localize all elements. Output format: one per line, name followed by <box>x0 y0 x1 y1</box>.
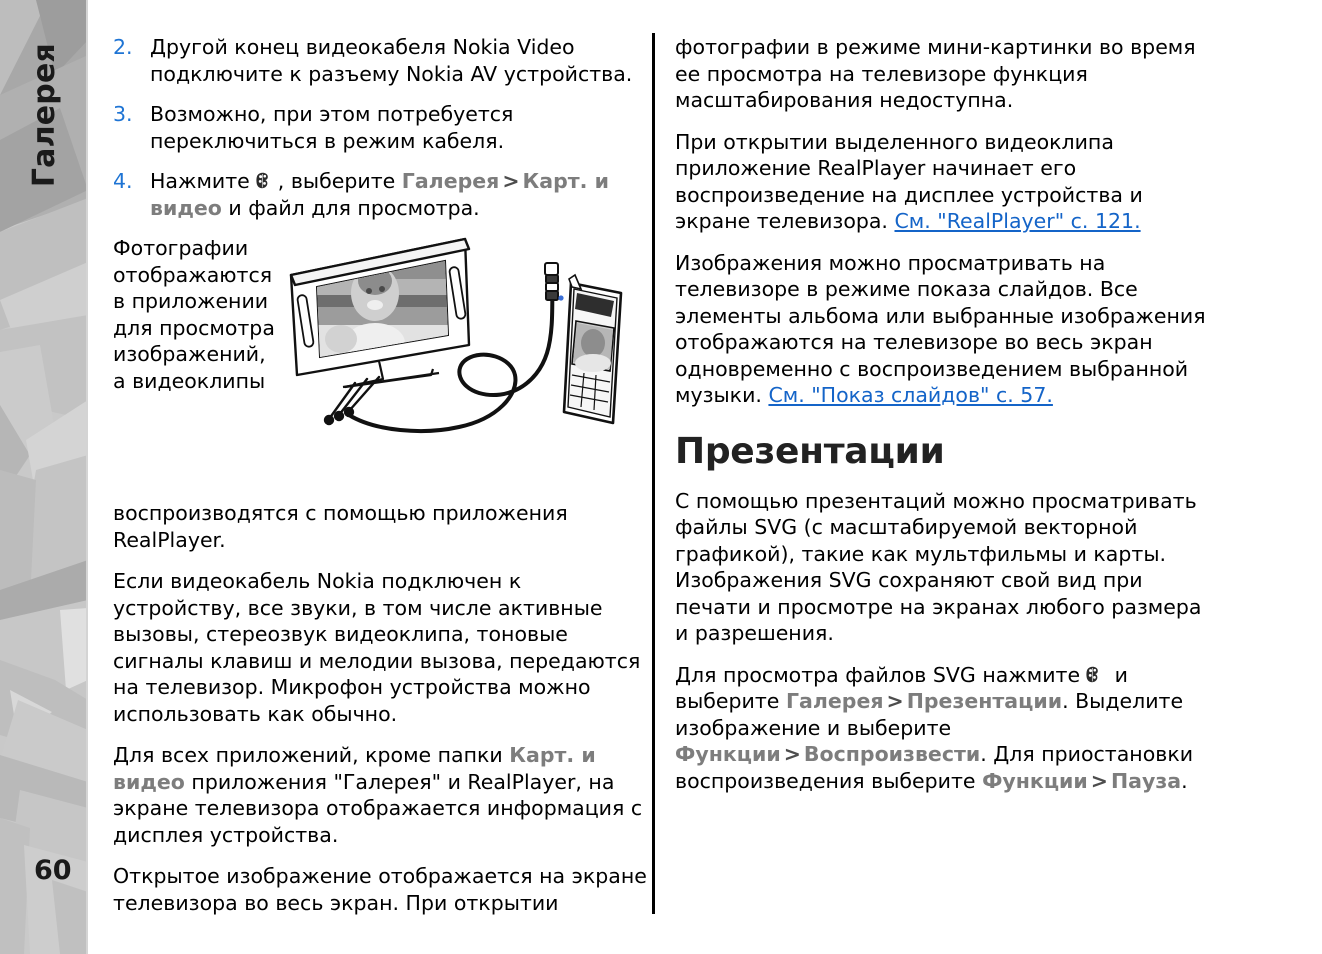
list-item <box>113 101 653 154</box>
paragraph-folder-post: приложения "Галерея" и RealPlayer, на экране телевизора отображается информация с дисплея устройства. <box>113 769 643 847</box>
chapter-sidebar <box>0 0 88 954</box>
instructions-pre-icon: Для просмотра файлов SVG нажмите <box>675 662 1081 687</box>
ui-term-gallery: Галерея <box>401 169 500 193</box>
ui-term-gallery: Галерея <box>785 689 884 713</box>
list-item-text-tail: и файл для просмотра. <box>228 195 480 220</box>
numbered-steps-list <box>113 34 653 221</box>
section-heading-presentations: Презентации <box>675 430 945 472</box>
paragraph-videocable: Если видеокабель Nokia подключен к устройству, все звуки, в том числе активные вызовы, стереозвук видеоклипа, тоновые сигналы клавиш и мелодии вызова, передаются на телевизор. Микрофон устройства можно использовать как обычно. <box>113 569 641 726</box>
list-item-number: 4. <box>113 169 133 193</box>
list-item-number: 3. <box>113 102 133 126</box>
page-number: 60 <box>34 855 72 886</box>
list-item-text-after-icon: , выберите <box>277 169 396 193</box>
instructions-tail: . <box>1181 768 1188 793</box>
list-item-number: 2. <box>113 35 133 59</box>
paragraph-zoom-unavailable: фотографии в режиме мини-картинки во время ее просмотра на телевизоре функция масштабирования недоступна. <box>675 35 1196 112</box>
paragraph-slideshow <box>675 250 1220 409</box>
chapter-title-text: Галерея <box>26 42 62 188</box>
instructions-after-icon: и выберите <box>675 662 1128 713</box>
instructions-mid-1: . Выделите изображение и выберите <box>675 689 1184 740</box>
breadcrumb-separator: > <box>886 689 904 713</box>
paragraph-svg-instructions <box>675 662 1220 795</box>
list-item <box>113 34 653 87</box>
ui-term-options: Функции <box>982 768 1088 793</box>
breadcrumb-separator: > <box>1090 768 1108 793</box>
list-item <box>113 168 653 221</box>
figure-caption-paragraph: Фотографии отображаются в приложении для просмотра изображений, а видеоклипы <box>113 236 275 393</box>
ui-term-images-video: Карт. и видео <box>113 743 596 794</box>
ui-term-images-video: Карт. и видео <box>150 169 609 220</box>
page-content <box>88 0 1322 954</box>
paragraph-open-image: Открытое изображение отображается на экране телевизора во весь экран. При открытии <box>113 864 647 915</box>
figure-paragraph-block <box>113 235 653 446</box>
paragraph-realplayer-text: При открытии выделенного видеоклипа приложение RealPlayer начинает его воспроизведение на дисплее устройства и экране телевизора. <box>675 129 1143 233</box>
tv-phone-figure-svg <box>283 235 653 440</box>
cross-reference-slideshow[interactable]: См. "Показ слайдов" с. 57. <box>768 383 1053 407</box>
paragraph-folder-exception <box>113 742 653 848</box>
cross-reference-realplayer[interactable]: См. "RealPlayer" с. 121. <box>894 209 1141 233</box>
ui-term-pause: Пауза <box>1110 768 1182 793</box>
paragraph-folder-pre: Для всех приложений, кроме папки <box>113 743 503 767</box>
menu-key-icon <box>253 170 275 192</box>
paragraph-realplayer-playback <box>675 129 1220 235</box>
sidebar-pattern <box>0 0 88 954</box>
instructions-mid-2: . Для приостановки воспроизведения выберите <box>675 742 1194 793</box>
menu-key-icon <box>1083 664 1105 686</box>
list-item-text: Возможно, при этом потребуется переключиться в режим кабеля. <box>150 102 514 153</box>
paragraph-slideshow-text: Изображения можно просматривать на телевизоре в режиме показа слайдов. Все элементы альбома или выбранные изображения отображаются на телевизоре во весь экран одновременно с воспроизведением выбранной музыки. <box>675 250 1206 407</box>
ui-term-play: Воспроизвести <box>803 742 981 766</box>
right-column <box>675 34 1220 794</box>
list-item-text: Другой конец видеокабеля Nokia Video подключите к разъему Nokia AV устройства. <box>150 35 633 86</box>
list-item-text-pre: Нажмите <box>150 169 250 193</box>
breadcrumb-separator: > <box>502 169 520 193</box>
ui-term-options: Функции <box>675 742 781 766</box>
paragraph-svg-intro: С помощью презентаций можно просматривать файлы SVG (с масштабируемой векторной графикой), такие как мультфильмы и карты. Изображения SVG сохраняют свой вид при печати и просмотре на экранах любого размера и разрешения. <box>675 488 1202 645</box>
ui-term-presentations: Презентации <box>906 689 1063 713</box>
paragraph-realplayer: воспроизводятся с помощью приложения RealPlayer. <box>113 501 568 552</box>
breadcrumb-separator: > <box>783 742 801 766</box>
tv-phone-illustration <box>283 235 653 440</box>
left-column <box>113 34 653 916</box>
